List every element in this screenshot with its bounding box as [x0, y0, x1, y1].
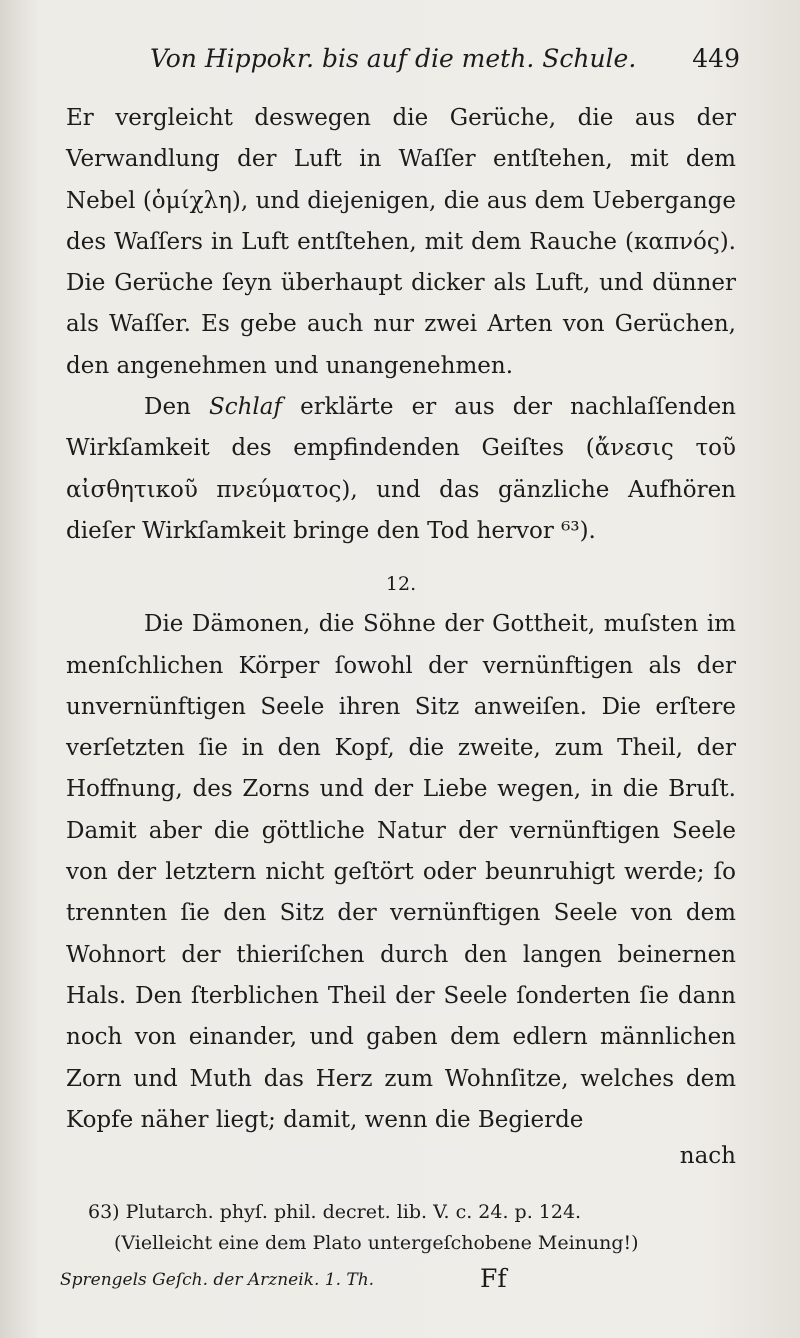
section-number: 12. [385, 573, 417, 596]
running-title: Von Hippokr. bis auf die meth. Schule. [150, 44, 637, 73]
signature-mark: Ff [480, 1264, 507, 1293]
paragraph-smell: Er vergleicht deswegen die Gerüche, die aus der Verwandlung der Luft in Waſſer entſtehen, mit dem Nebel (ὁμίχλη), und diejenigen, die aus dem Uebergange des Waſſers in Luft entſtehen, mit dem Rauche (καπνός). Die Gerüche ſeyn überhaupt dicker als Luft, und dünner als Waſſer. Es gebe auch nur zwei Arten von Gerüchen, den angenehmen und unangenehmen. [66, 105, 736, 379]
footnote-line-1: 63) Plutarch. phyſ. phil. decret. lib. V. c. 24. p. 124. [88, 1201, 582, 1223]
page-footer [60, 1264, 740, 1310]
paragraph-daemons: Die Dämonen, die Söhne der Gottheit, muſsten im menſchlichen Körper ſowohl der vernünftigen als der unvernünftigen Seele ihren Sitz anweiſen. Die erſtere verſetzten ſie in den Kopf, die zweite, zum Theil, der Hoffnung, des Zorns und der Liebe wegen, in die Bruſt. Damit aber die göttliche Natur der vernünftigen Seele von der letztern nicht geſtört oder beunruhigt werde; ſo trennten ſie den Sitz der vernünftigen Seele von dem Wohnort der thieriſchen durch den langen beinernen Hals. Den ſterblichen Theil der Seele ſonderten ſie dann noch von einander, und gaben dem edlern männlichen Zorn und Muth das Herz zum Wohnſitze, welches dem Kopfe näher liegt; damit, wenn die Begierde [66, 611, 736, 1133]
sleep-italic-word: Schlaf [208, 394, 282, 421]
paragraph-sleep [66, 387, 736, 552]
sleep-text-before: Den [144, 394, 209, 421]
main-text [66, 98, 736, 1141]
catchword: nach [679, 1143, 736, 1169]
page-number: 449 [692, 44, 740, 73]
printer-signature-line: Sprengels Geſch. der Arzneik. 1. Th. [60, 1270, 375, 1290]
footnote [88, 1197, 738, 1259]
page-header [150, 44, 740, 84]
footnote-line-2: (Vielleicht eine dem Plato untergeſchobene Meinung!) [114, 1232, 639, 1254]
sleep-text-after: erklärte er aus der nachlaſſenden Wirkſamkeit des empfindenden Geiſtes (ἄνεσις τοῦ αἰσθητικοῦ πνεύματος), und das gänzliche Aufhören dieſer Wirkſamkeit bringe den Tod hervor ⁶³). [66, 394, 736, 544]
